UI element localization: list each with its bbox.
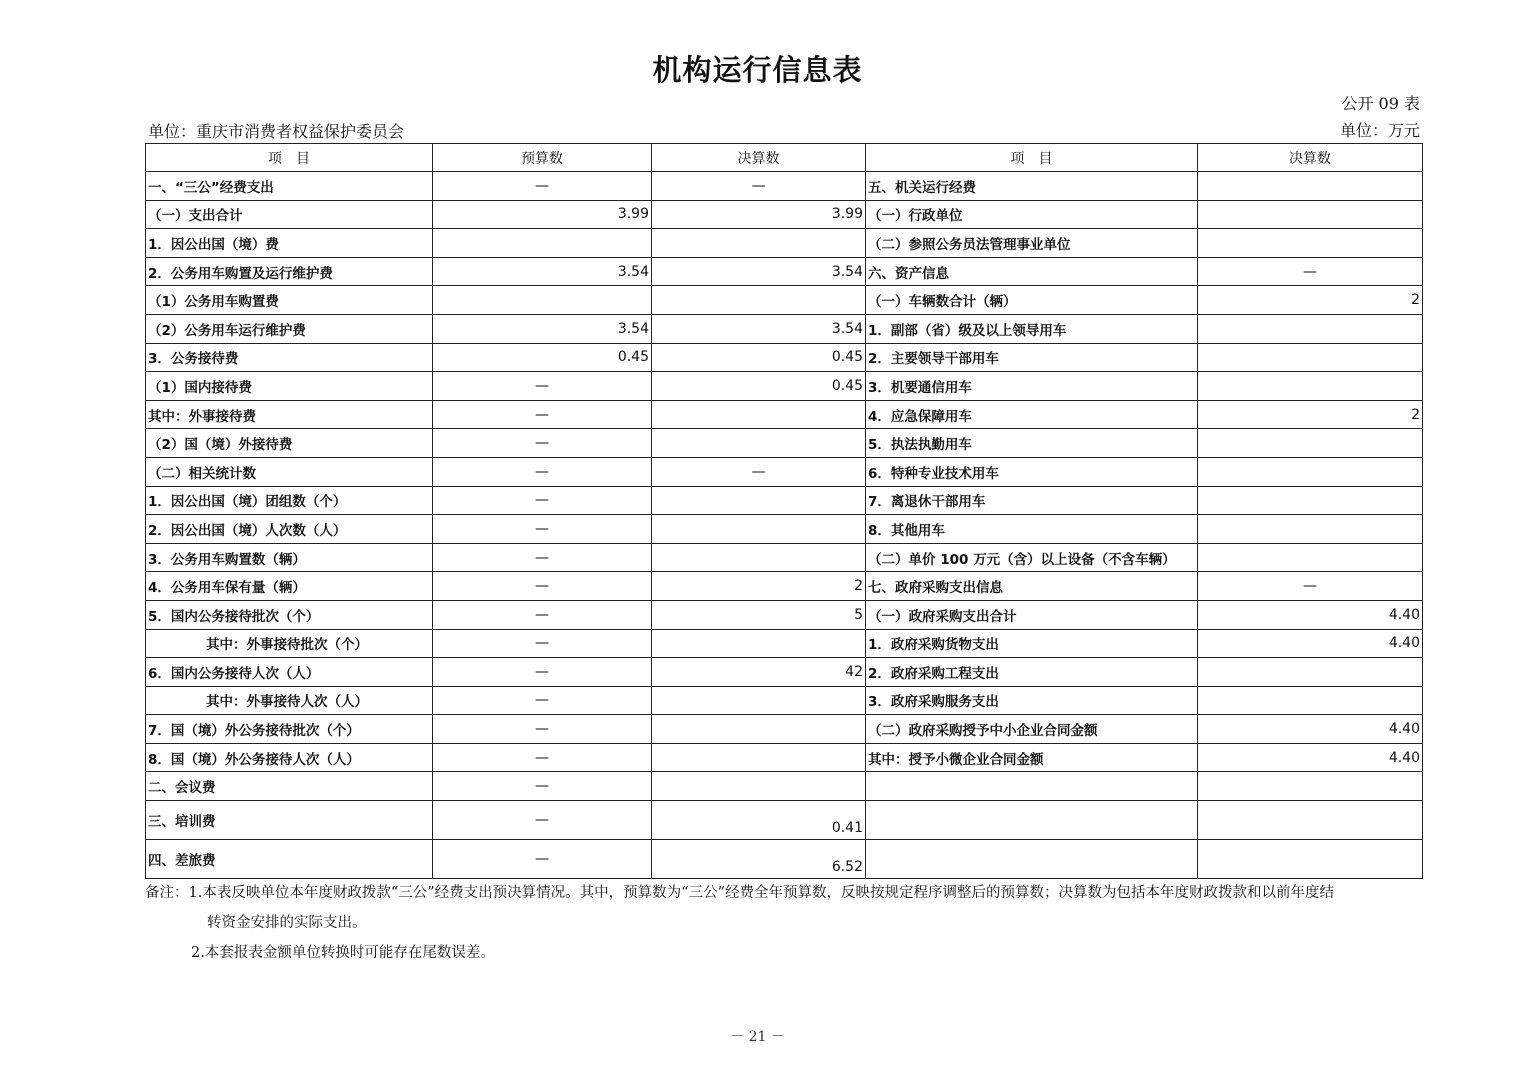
row-label: 其中：外事接待费 (146, 400, 433, 429)
header-final: 决算数 (652, 144, 866, 172)
table-row (146, 801, 1423, 840)
right-value (1198, 515, 1423, 544)
row-label: 3．公务用车购置数（辆） (146, 543, 433, 572)
table-row (146, 314, 1423, 343)
right-value: 4.40 (1198, 715, 1423, 744)
right-value (1198, 200, 1423, 229)
reporting-unit: 单位：重庆市消费者权益保护委员会 (148, 122, 405, 141)
row-label: 四、差旅费 (146, 840, 433, 879)
info-table (145, 143, 1423, 879)
budget-value: 3.54 (433, 257, 652, 286)
budget-value: — (433, 658, 652, 687)
row-label: 1．因公出国（境）费 (146, 229, 433, 258)
right-label: （二）单价 100 万元（含）以上设备（不含车辆） (866, 543, 1198, 572)
budget-value: — (433, 743, 652, 772)
right-value: 4.40 (1198, 743, 1423, 772)
row-label: 三、培训费 (146, 801, 433, 840)
row-label: 一、“三公”经费支出 (146, 172, 433, 201)
right-value (1198, 229, 1423, 258)
table-row (146, 715, 1423, 744)
table-row (146, 343, 1423, 372)
table-row (146, 840, 1423, 879)
right-label (866, 772, 1198, 801)
table-row (146, 372, 1423, 401)
row-label: 1．因公出国（境）团组数（个） (146, 486, 433, 515)
right-value: — (1198, 572, 1423, 601)
final-value (652, 229, 866, 258)
row-label: 2．公务用车购置及运行维护费 (146, 257, 433, 286)
right-label: 3．政府采购服务支出 (866, 686, 1198, 715)
budget-value: — (433, 457, 652, 486)
table-row (146, 200, 1423, 229)
footnotes (145, 878, 1475, 968)
row-label: 其中：外事接待批次（个） (146, 629, 433, 658)
table-row (146, 658, 1423, 687)
row-label: （二）相关统计数 (146, 457, 433, 486)
final-value: — (652, 457, 866, 486)
right-value (1198, 840, 1423, 879)
right-label: 1．政府采购货物支出 (866, 629, 1198, 658)
right-value (1198, 429, 1423, 458)
final-value: 3.99 (652, 200, 866, 229)
table-row (146, 772, 1423, 801)
right-value (1198, 772, 1423, 801)
header-item: 项 目 (146, 144, 433, 172)
table-row (146, 743, 1423, 772)
right-label: 六、资产信息 (866, 257, 1198, 286)
right-value (1198, 343, 1423, 372)
row-label: （一）支出合计 (146, 200, 433, 229)
table-row (146, 429, 1423, 458)
table-row (146, 486, 1423, 515)
final-value: 42 (652, 658, 866, 687)
budget-value: — (433, 600, 652, 629)
table-row (146, 629, 1423, 658)
table-row (146, 686, 1423, 715)
table-row (146, 257, 1423, 286)
header-budget: 预算数 (433, 144, 652, 172)
row-label: （1）公务用车购置费 (146, 286, 433, 315)
right-value: 2 (1198, 286, 1423, 315)
row-label: （2）公务用车运行维护费 (146, 314, 433, 343)
final-value: 0.41 (652, 801, 866, 840)
right-label: 七、政府采购支出信息 (866, 572, 1198, 601)
currency-unit: 单位：万元 (1339, 121, 1420, 140)
final-value (652, 772, 866, 801)
row-label: 二、会议费 (146, 772, 433, 801)
right-label: （一）行政单位 (866, 200, 1198, 229)
budget-value: — (433, 429, 652, 458)
right-label: 3．机要通信用车 (866, 372, 1198, 401)
right-label: 其中：授予小微企业合同金额 (866, 743, 1198, 772)
note-line: 转资金安排的实际支出。 (207, 915, 367, 931)
final-value: 2 (652, 572, 866, 601)
right-label: 5．执法执勤用车 (866, 429, 1198, 458)
header-item-right: 项 目 (866, 144, 1198, 172)
final-value (652, 715, 866, 744)
final-value (652, 429, 866, 458)
row-label: 4．公务用车保有量（辆） (146, 572, 433, 601)
final-value: — (652, 172, 866, 201)
note-line: 备注：1.本表反映单位本年度财政拨款“三公”经费支出预决算情况。其中，预算数为“三公”经费全年预算数，反映按规定程序调整后的预算数；决算数为包括本年度财政拨款和以前年度结 (145, 885, 1334, 901)
final-value (652, 486, 866, 515)
table-row (146, 400, 1423, 429)
right-label: 6．特种专业技术用车 (866, 457, 1198, 486)
row-label: 7．国（境）外公务接待批次（个） (146, 715, 433, 744)
budget-value: — (433, 372, 652, 401)
budget-value: — (433, 400, 652, 429)
row-label: 其中：外事接待人次（人） (146, 686, 433, 715)
table-row (146, 515, 1423, 544)
note-line: 2.本套报表金额单位转换时可能存在尾数误差。 (191, 945, 495, 961)
right-value (1198, 372, 1423, 401)
row-label: 5．国内公务接待批次（个） (146, 600, 433, 629)
right-value (1198, 457, 1423, 486)
table-row (146, 172, 1423, 201)
right-value: — (1198, 257, 1423, 286)
final-value: 3.54 (652, 314, 866, 343)
final-value (652, 629, 866, 658)
table-header-row (146, 144, 1423, 172)
final-value (652, 743, 866, 772)
budget-value: 3.54 (433, 314, 652, 343)
row-label: 8．国（境）外公务接待人次（人） (146, 743, 433, 772)
budget-value (433, 286, 652, 315)
budget-value: 0.45 (433, 343, 652, 372)
page-number: － 21 － (730, 1029, 785, 1045)
budget-value: — (433, 543, 652, 572)
final-value: 3.54 (652, 257, 866, 286)
right-label: 1．副部（省）级及以上领导用车 (866, 314, 1198, 343)
right-label: （一）车辆数合计（辆） (866, 286, 1198, 315)
right-label: （一）政府采购支出合计 (866, 600, 1198, 629)
right-value (1198, 314, 1423, 343)
row-label: 2．因公出国（境）人次数（人） (146, 515, 433, 544)
right-value: 2 (1198, 400, 1423, 429)
table-row (146, 572, 1423, 601)
right-value (1198, 658, 1423, 687)
budget-value: — (433, 801, 652, 840)
right-label: 2．主要领导干部用车 (866, 343, 1198, 372)
budget-value: 3.99 (433, 200, 652, 229)
row-label: （1）国内接待费 (146, 372, 433, 401)
budget-value: — (433, 629, 652, 658)
row-label: （2）国（境）外接待费 (146, 429, 433, 458)
right-label: 7．离退休干部用车 (866, 486, 1198, 515)
table-row (146, 543, 1423, 572)
final-value: 5 (652, 600, 866, 629)
budget-value: — (433, 572, 652, 601)
final-value: 0.45 (652, 372, 866, 401)
right-label (866, 840, 1198, 879)
budget-value: — (433, 772, 652, 801)
row-label: 3．公务接待费 (146, 343, 433, 372)
budget-value (433, 229, 652, 258)
table-row (146, 600, 1423, 629)
right-value (1198, 486, 1423, 515)
final-value (652, 686, 866, 715)
final-value (652, 515, 866, 544)
right-value (1198, 801, 1423, 840)
table-row (146, 286, 1423, 315)
right-label: 五、机关运行经费 (866, 172, 1198, 201)
right-value (1198, 686, 1423, 715)
budget-value: — (433, 840, 652, 879)
budget-value: — (433, 715, 652, 744)
budget-value: — (433, 686, 652, 715)
right-label: （二）参照公务员法管理事业单位 (866, 229, 1198, 258)
row-label: 6．国内公务接待人次（人） (146, 658, 433, 687)
form-number: 公开 09 表 (1341, 94, 1420, 113)
budget-value: — (433, 515, 652, 544)
right-value (1198, 543, 1423, 572)
budget-value: — (433, 486, 652, 515)
right-label: 4．应急保障用车 (866, 400, 1198, 429)
right-value: 4.40 (1198, 629, 1423, 658)
right-label: （二）政府采购授予中小企业合同金额 (866, 715, 1198, 744)
final-value: 6.52 (652, 840, 866, 879)
right-value (1198, 172, 1423, 201)
final-value (652, 286, 866, 315)
header-final-right: 决算数 (1198, 144, 1423, 172)
table-row (146, 229, 1423, 258)
final-value (652, 400, 866, 429)
page-title: 机构运行信息表 (652, 53, 863, 87)
right-value: 4.40 (1198, 600, 1423, 629)
budget-value: — (433, 172, 652, 201)
final-value: 0.45 (652, 343, 866, 372)
final-value (652, 543, 866, 572)
right-label (866, 801, 1198, 840)
table-row (146, 457, 1423, 486)
right-label: 8．其他用车 (866, 515, 1198, 544)
right-label: 2．政府采购工程支出 (866, 658, 1198, 687)
